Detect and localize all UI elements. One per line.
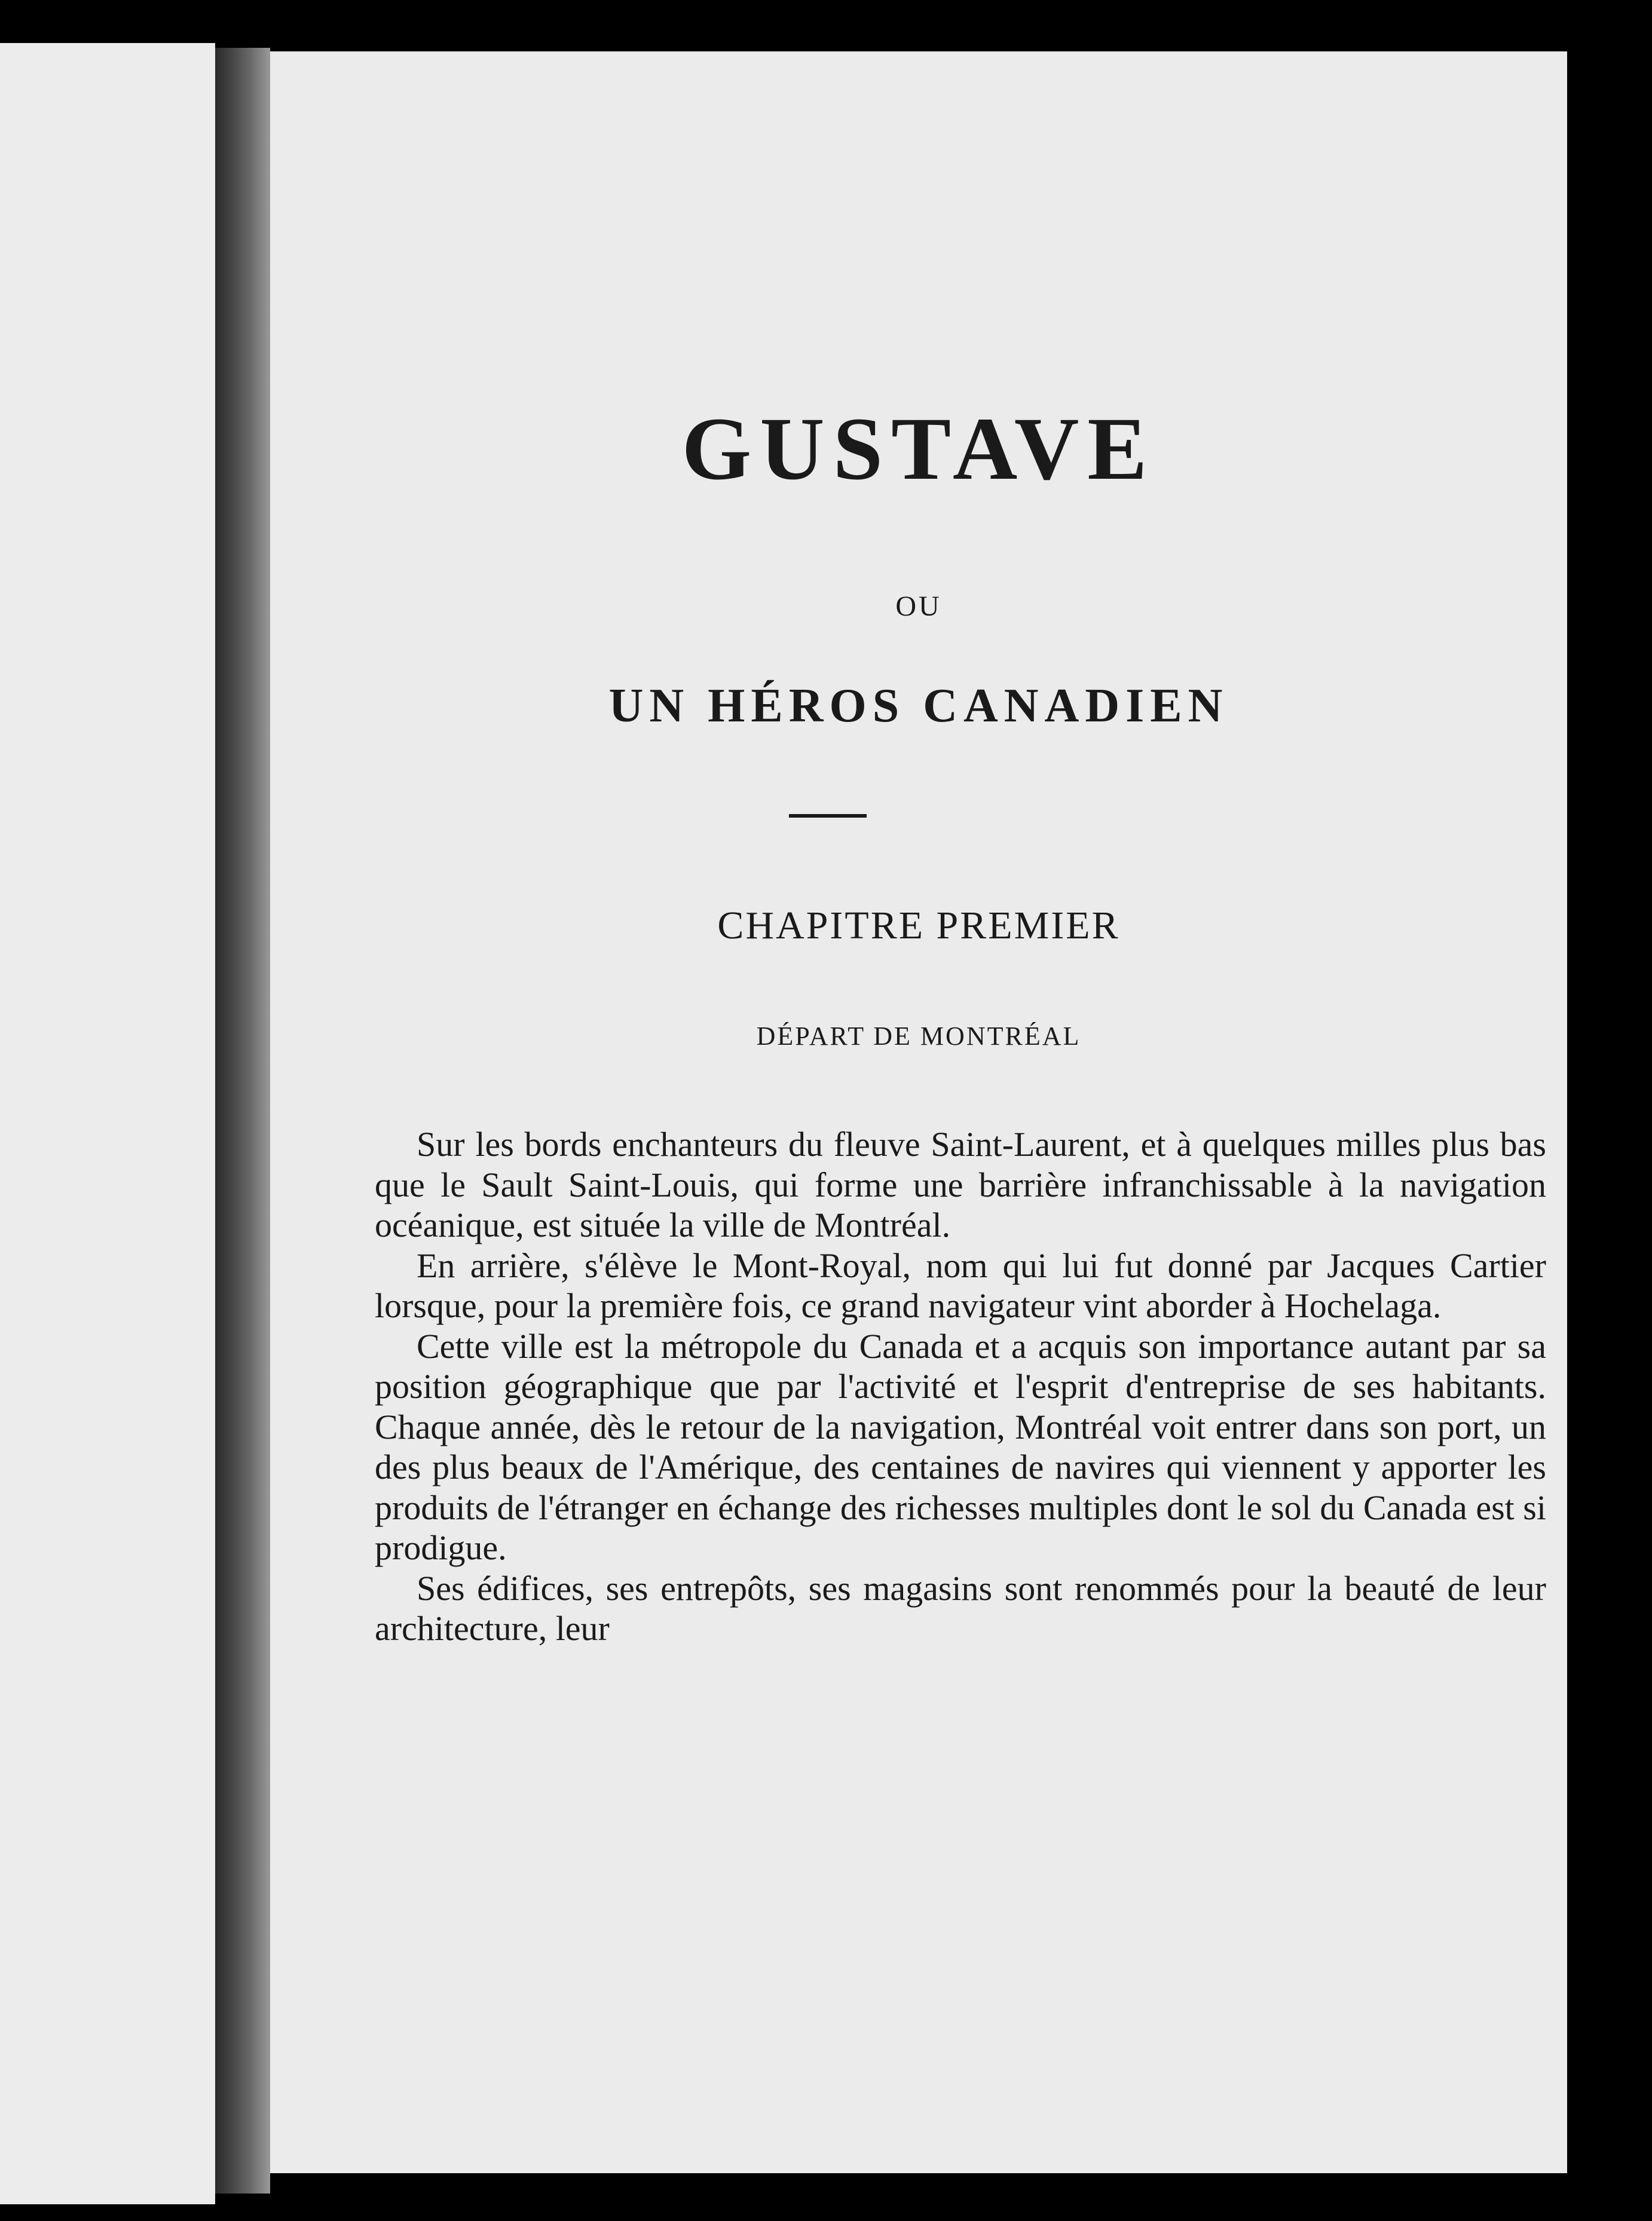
book-title: GUSTAVE [681,399,1156,498]
title-divider [789,814,867,818]
paragraph-4: Ses édifices, ses entrepôts, ses magasins sont renommés pour la beauté de leur architecture, leur [375,1568,1546,1648]
chapter-heading: CHAPITRE PREMIER [717,904,1120,947]
left-page [0,43,215,2204]
paragraph-3: Cette ville est la métropole du Canada et a acquis son importance autant par sa position géographique que par l'activité et l'esprit d'entreprise de ses habitants. Chaque année, dès le retour de la navigation, Montréal voit entrer dans son port, un des plus beaux de l'Amérique, des centaines de navires qui viennent y apporter les produits de l'étranger en échange des richesses multiples dont le sol du Canada est si prodigue. [375,1326,1546,1567]
book-gutter [215,48,270,2194]
section-heading: DÉPART DE MONTRÉAL [756,1021,1081,1051]
body-text [375,1124,1546,1649]
paragraph-1: Sur les bords enchanteurs du fleuve Saint-Laurent, et à quelques milles plus bas que le Sault Saint-Louis, qui forme une barrière infranchissable à la navigation océanique, est située la ville de Montréal. [375,1125,1546,1244]
book-subtitle: UN HÉROS CANADIEN [608,680,1229,732]
title-connector: OU [895,591,942,622]
book-page [270,51,1567,2173]
paragraph-2: En arrière, s'élève le Mont-Royal, nom qui lui fut donné par Jacques Cartier lorsque, pour la première fois, ce grand navigateur vint aborder à Hochelaga. [375,1246,1546,1325]
